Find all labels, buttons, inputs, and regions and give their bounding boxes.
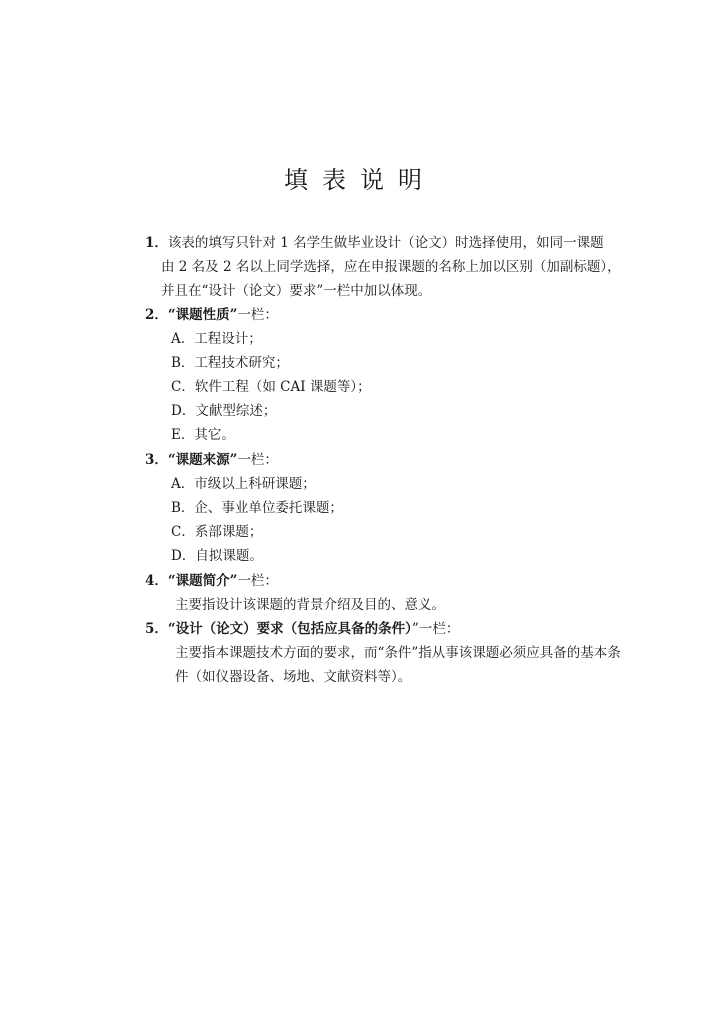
section-2-item: E．其它。 [171, 427, 235, 443]
section-3-item: A．市级以上科研课题； [171, 476, 316, 492]
section-4-suffix: 一栏： [237, 573, 278, 589]
section-2-item: B．工程技术研究； [171, 355, 289, 371]
section-5-text-1: 主要指本课题技术方面的要求，而“条件”指从事该课题必须应具备的基本条 [175, 645, 621, 661]
section-2-item: C．软件工程（如 CAI 课题等）； [171, 379, 371, 395]
section-4-text: 主要指设计该课题的背景介绍及目的、意义。 [175, 597, 445, 613]
section-4-heading [145, 571, 278, 591]
section-5-text-2: 件（如仪器设备、场地、文献资料等）。 [175, 669, 412, 685]
section-2-heading [145, 305, 278, 325]
page-title: 填表说明 [284, 166, 436, 194]
section-4-title: “课题简介” [167, 573, 238, 589]
section-2-number: 2． [145, 307, 168, 323]
section-1-text-1: 该表的填写只针对 1 名学生做毕业设计（论文）时选择使用，如同一课题 [167, 235, 604, 251]
section-5-heading [145, 619, 459, 639]
section-3-title: “课题来源” [167, 452, 238, 468]
section-4-number: 4． [145, 573, 168, 589]
section-3-item: C．系部课题； [171, 524, 263, 540]
section-3-suffix: 一栏： [237, 452, 278, 468]
section-5-number: 5． [145, 621, 168, 637]
section-2-item: A．工程设计； [171, 331, 262, 347]
section-1-line-2: 由 2 名及 2 名以上同学选择，应在申报课题的名称上加以区别（加副标题）， [161, 259, 621, 275]
section-1-line-3: 并且在“设计（论文）要求”一栏中加以体现。 [161, 283, 432, 299]
section-2-item: D．文献型综述； [171, 403, 277, 419]
section-3-number: 3． [145, 452, 168, 468]
section-3-item: D．自拟课题。 [171, 548, 263, 564]
section-5-title: “设计（论文）要求（包括应具备的条件） [167, 621, 412, 637]
section-5-suffix: ”一栏： [411, 621, 460, 637]
section-1-number: 1． [145, 235, 168, 251]
section-3-item: B．企、事业单位委托课题； [171, 500, 343, 516]
section-1-line-1 [145, 233, 604, 253]
section-2-title: “课题性质” [167, 307, 238, 323]
section-2-suffix: 一栏： [237, 307, 278, 323]
section-3-heading [145, 450, 278, 470]
